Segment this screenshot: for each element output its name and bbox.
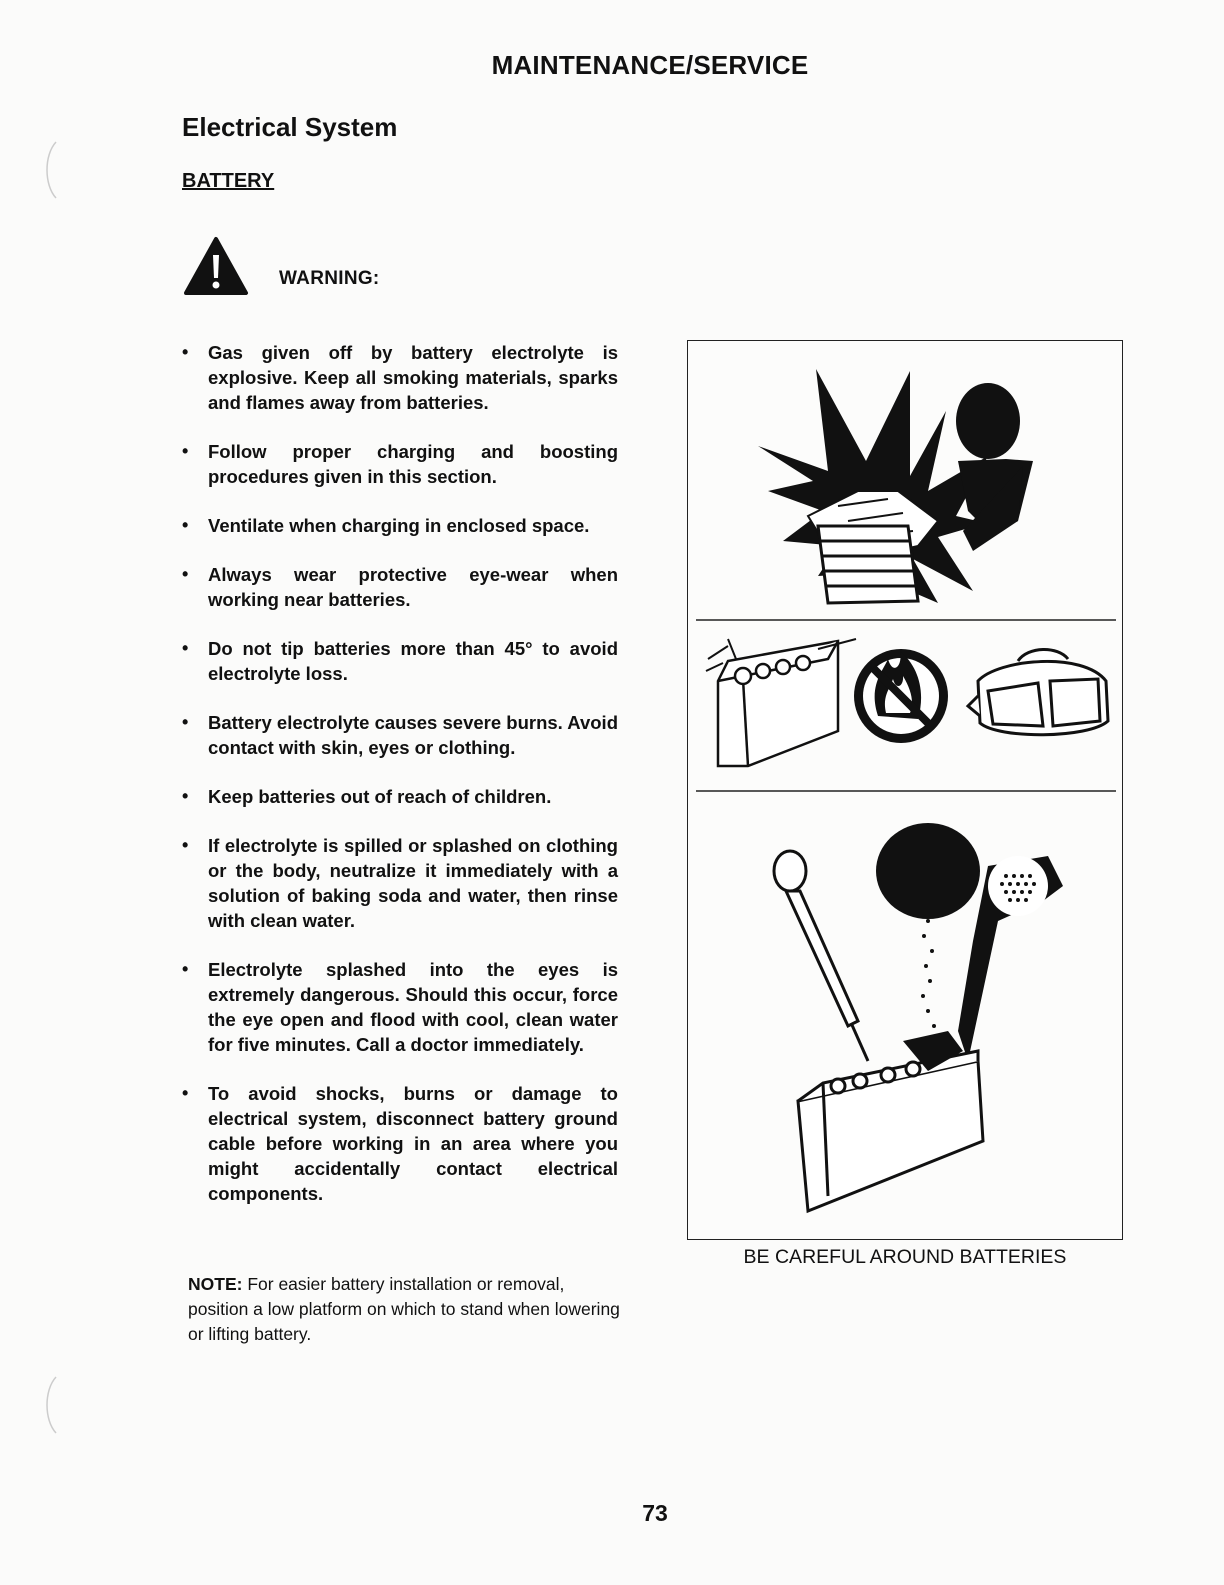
- note: [188, 1272, 620, 1347]
- warning-item-text: To avoid shocks, burns or damage to electrical system, disconnect battery ground cable before working in an area where you might accidentally contact electrical components.: [208, 1083, 618, 1204]
- figure-illustrations: [688, 341, 1124, 1241]
- warning-item-text: Keep batteries out of reach of children.: [208, 786, 552, 807]
- binding-hole-mark: [40, 140, 60, 200]
- page-title: Electrical System: [182, 112, 398, 142]
- battery-explosion-illustration: [758, 369, 1033, 603]
- no-flames-icon: [854, 649, 948, 743]
- warning-item-text: Electrolyte splashed into the eyes is extremely dangerous. Should this occur, force the eye open and flood with cool, clean water for five minutes. Call a doctor immediately.: [208, 959, 618, 1055]
- safety-goggles-icon: [968, 649, 1108, 734]
- warning-item: • If electrolyte is spilled or splashed on clothing or the body, neutralize it immediately with a solution of baking soda and water, then rinse with clean water.: [182, 835, 618, 931]
- warning-item: • Always wear protective eye-wear when working near batteries.: [182, 564, 618, 610]
- warning-label: WARNING:: [279, 268, 380, 289]
- figure-caption: BE CAREFUL AROUND BATTERIES: [743, 1246, 1067, 1268]
- warning-item: • Follow proper charging and boosting procedures given in this section.: [182, 441, 618, 487]
- warning-item-text: Do not tip batteries more than 45° to avoid electrolyte loss.: [208, 638, 618, 684]
- warning-item: • Electrolyte splashed into the eyes is extremely dangerous. Should this occur, force the eye open and flood with cool, clean water for five minutes. Call a doctor immediately.: [182, 959, 618, 1055]
- warning-item-text: Ventilate when charging in enclosed space.: [208, 515, 590, 536]
- electrolyte-splash-illustration: [774, 823, 1063, 1211]
- binding-hole-mark: [40, 1375, 60, 1435]
- subsection-title: BATTERY: [182, 170, 275, 192]
- warning-item: • To avoid shocks, burns or damage to electrical system, disconnect battery ground cable before working in an area where you might accidentally contact electrical components.: [182, 1083, 618, 1204]
- warning-item-text: Gas given off by battery electrolyte is explosive. Keep all smoking materials, sparks and flames away from batteries.: [208, 342, 618, 413]
- warning-item: • Gas given off by battery electrolyte is explosive. Keep all smoking materials, sparks and flames away from batteries.: [182, 342, 618, 413]
- warning-item: • Battery electrolyte causes severe burns. Avoid contact with skin, eyes or clothing.: [182, 712, 618, 758]
- page-number: 73: [642, 1500, 668, 1526]
- warning-item-text: Follow proper charging and boosting procedures given in this section.: [208, 441, 618, 487]
- warning-item: • Ventilate when charging in enclosed space.: [182, 515, 590, 536]
- battery-safety-figure: [687, 340, 1123, 1240]
- warning-item-text: Battery electrolyte causes severe burns. Avoid contact with skin, eyes or clothing.: [208, 712, 618, 758]
- warning-item: • Keep batteries out of reach of children.: [182, 786, 552, 807]
- section-header: MAINTENANCE/SERVICE: [491, 50, 809, 80]
- warning-triangle-icon: [183, 236, 249, 296]
- battery-vent-illustration: [706, 639, 856, 766]
- warning-item-text: If electrolyte is spilled or splashed on clothing or the body, neutralize it immediately with a solution of baking soda and water, then rinse with clean water.: [208, 835, 618, 931]
- warning-list: [182, 340, 618, 1230]
- warning-item: • Do not tip batteries more than 45° to avoid electrolyte loss.: [182, 638, 618, 684]
- note-text: For easier battery installation or removal, position a low platform on which to stand when lowering or lifting battery.: [188, 1274, 620, 1344]
- warning-item-text: Always wear protective eye-wear when working near batteries.: [208, 564, 618, 610]
- note-label: NOTE:: [188, 1274, 243, 1294]
